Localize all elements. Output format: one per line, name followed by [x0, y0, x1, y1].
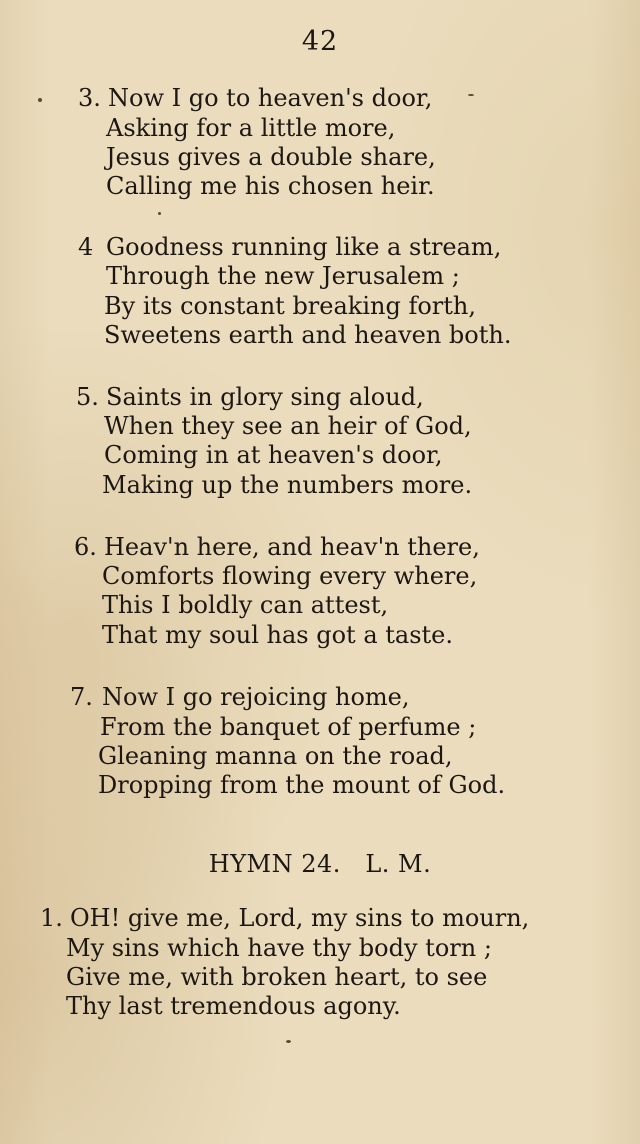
verse-line: Comforts flowing every where,	[102, 562, 478, 590]
verse-line: Now I go rejoicing home,	[102, 683, 410, 711]
verse-line: Gleaning manna on the road,	[98, 742, 453, 770]
verse-line: That my soul has got a taste.	[102, 621, 453, 649]
verse-line: Sweetens earth and heaven both.	[104, 321, 512, 349]
stanza-number: 7.	[70, 683, 93, 711]
stanza-number: 4	[78, 233, 94, 261]
stanza-number: 5.	[76, 383, 99, 411]
verse-line: By its constant breaking forth,	[104, 292, 476, 320]
verse-line: When they see an heir of God,	[104, 412, 472, 440]
verse-line: Making up the numbers more.	[102, 471, 473, 499]
verse-line: Through the new Jerusalem ;	[106, 262, 460, 290]
paper-speck	[158, 212, 161, 215]
page-number: 42	[301, 26, 339, 57]
verse-line: OH! give me, Lord, my sins to mourn,	[70, 904, 530, 932]
stanza-number: 6.	[74, 533, 97, 561]
hymn-title: HYMN 24. L. M.	[208, 850, 432, 878]
verse-line: From the banquet of perfume ;	[100, 713, 477, 741]
verse-line: Asking for a little more,	[106, 114, 396, 142]
verse-line: Goodness running like a stream,	[106, 233, 502, 261]
verse-line: Calling me his chosen heir.	[106, 172, 435, 200]
verse-line: Coming in at heaven's door,	[104, 441, 443, 469]
verse-line: Dropping from the mount of God.	[98, 771, 506, 799]
verse-line: Jesus gives a double share,	[106, 143, 436, 171]
stanza-number: 1.	[40, 904, 63, 932]
verse-line: This I boldly can attest,	[102, 591, 389, 619]
paper-speck	[38, 98, 42, 102]
stanza-number: 3.	[78, 84, 101, 112]
verse-line: Give me, with broken heart, to see	[66, 963, 488, 991]
verse-line: Thy last tremendous agony.	[66, 992, 401, 1020]
verse-line: Saints in glory sing aloud,	[106, 383, 424, 411]
paper-speck	[286, 1040, 291, 1043]
verse-line: My sins which have thy body torn ;	[66, 934, 492, 962]
verse-line: Now I go to heaven's door,	[108, 84, 433, 112]
verse-line: Heav'n here, and heav'n there,	[104, 533, 480, 561]
paper-speck	[468, 94, 474, 96]
